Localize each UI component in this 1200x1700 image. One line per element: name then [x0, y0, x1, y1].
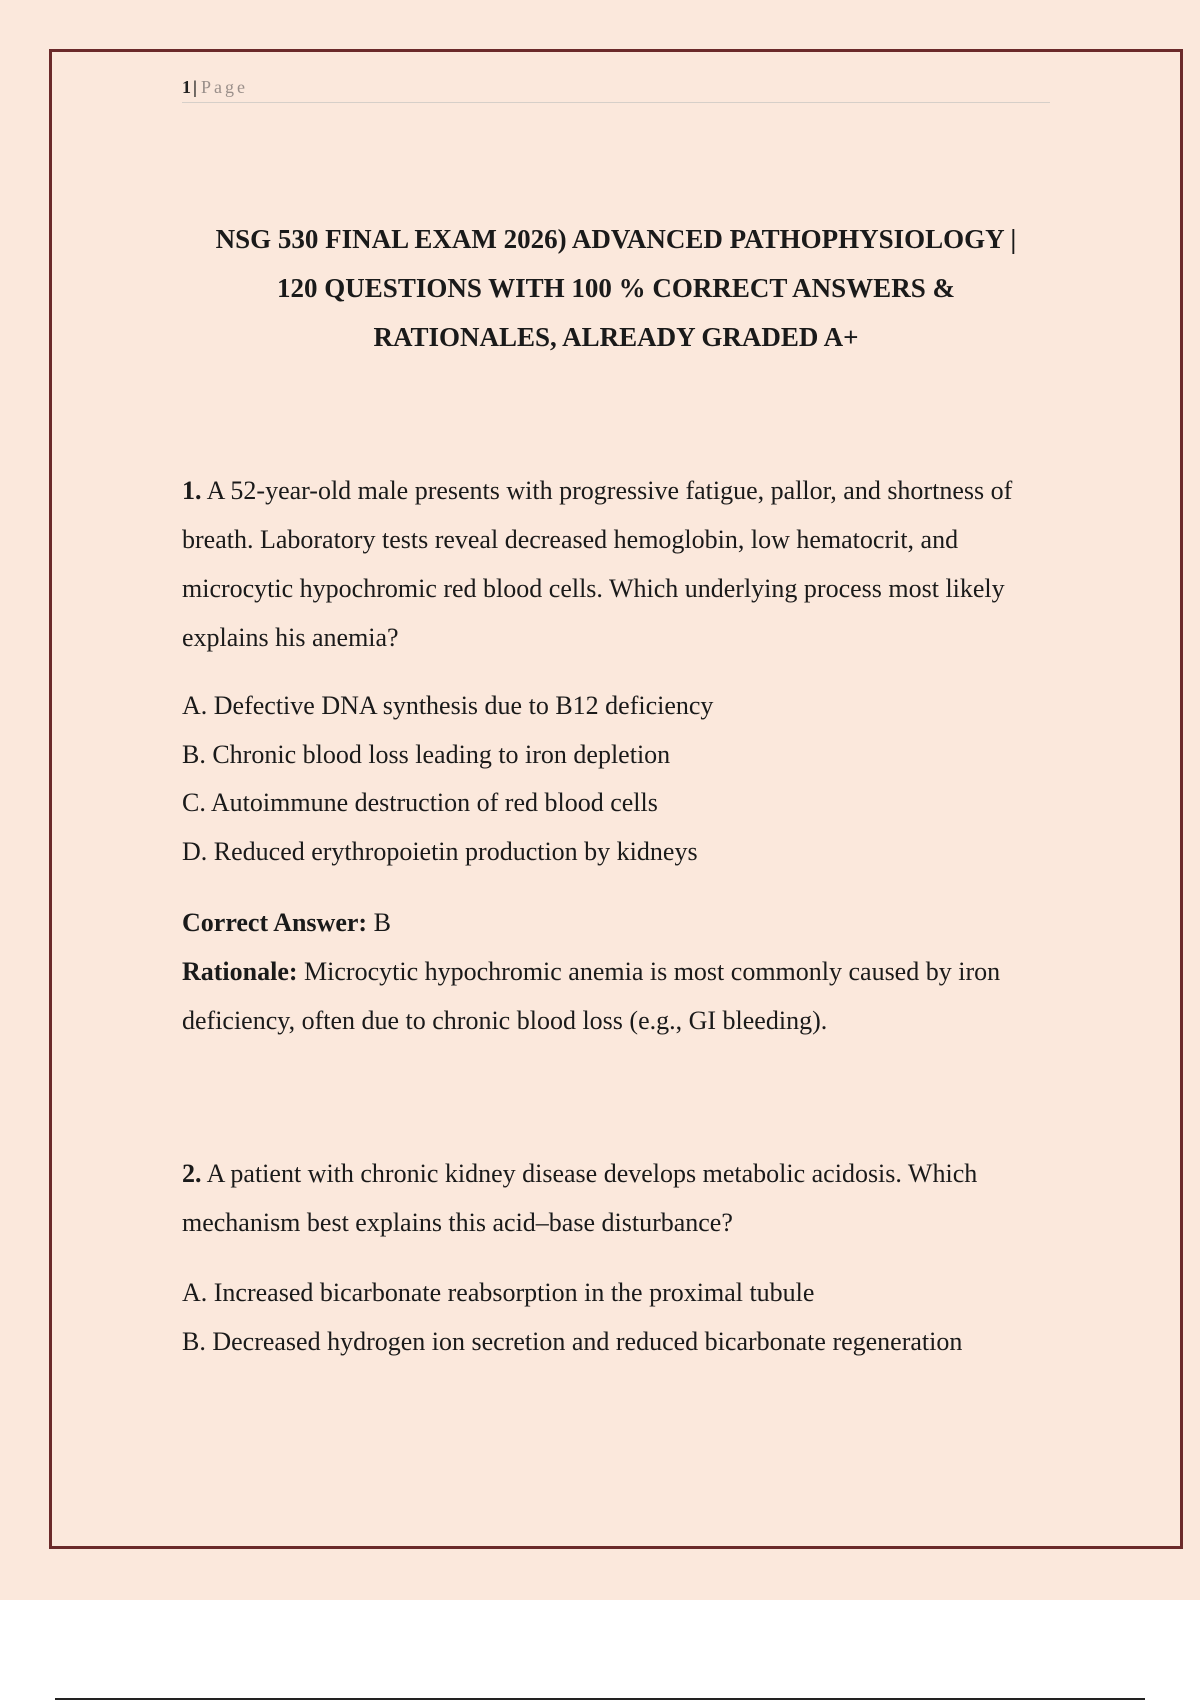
page-number: 1: [182, 77, 191, 97]
question-1-stem: [182, 466, 1072, 662]
rationale-label: Rationale:: [182, 957, 298, 986]
question-2-stem: [182, 1149, 1072, 1247]
page-label: Page: [200, 77, 248, 97]
correct-answer-label: Correct Answer:: [182, 908, 368, 937]
question-2-option-b: B. Decreased hydrogen ion secretion and reduced bicarbonate regeneration: [182, 1326, 963, 1356]
title-line-3: RATIONALES, ALREADY GRADED A+: [373, 322, 859, 352]
page-header: [182, 72, 1050, 103]
document-title: [182, 215, 1050, 362]
question-1-option-c: C. Autoimmune destruction of red blood cells: [182, 788, 658, 817]
question-1-number: 1.: [182, 476, 202, 505]
question-1-answer-block: [182, 898, 1072, 1045]
question-2-number: 2.: [182, 1159, 202, 1188]
question-2-text: A patient with chronic kidney disease develops metabolic acidosis. Which mechanism best explains this acid–base disturbance?: [182, 1159, 978, 1237]
page-separator: |: [193, 77, 197, 97]
question-1-rationale: [182, 947, 1072, 1045]
question-1-option-d: D. Reduced erythropoietin production by kidneys: [182, 836, 698, 866]
question-2: [182, 1149, 1072, 1366]
question-1-options: [182, 682, 1072, 876]
correct-answer-value: B: [373, 908, 391, 937]
question-2-option-a: A. Increased bicarbonate reabsorption in the proximal tubule: [182, 1278, 815, 1307]
question-1: [182, 466, 1072, 1045]
question-2-options: [182, 1269, 1072, 1366]
question-content: [182, 466, 1072, 1366]
question-1-text: A 52-year-old male presents with progressive fatigue, pallor, and shortness of breath. Laboratory tests reveal decreased hemoglobin, low hematocrit, and microcytic hypochromic red blood cells. Which underlying process most likely explains his anemia?: [182, 476, 1013, 652]
rationale-text: Microcytic hypochromic anemia is most commonly caused by iron deficiency, often due to chronic blood loss (e.g., GI bleeding).: [182, 957, 1001, 1035]
title-line-1: NSG 530 FINAL EXAM 2026) ADVANCED PATHOPHYSIOLOGY |: [215, 224, 1017, 254]
title-line-2: 120 QUESTIONS WITH 100 % CORRECT ANSWERS &: [277, 273, 955, 303]
question-1-option-b: B. Chronic blood loss leading to iron depletion: [182, 739, 671, 769]
question-1-correct-answer: [182, 898, 1072, 947]
question-1-option-a: A. Defective DNA synthesis due to B12 deficiency: [182, 691, 714, 720]
